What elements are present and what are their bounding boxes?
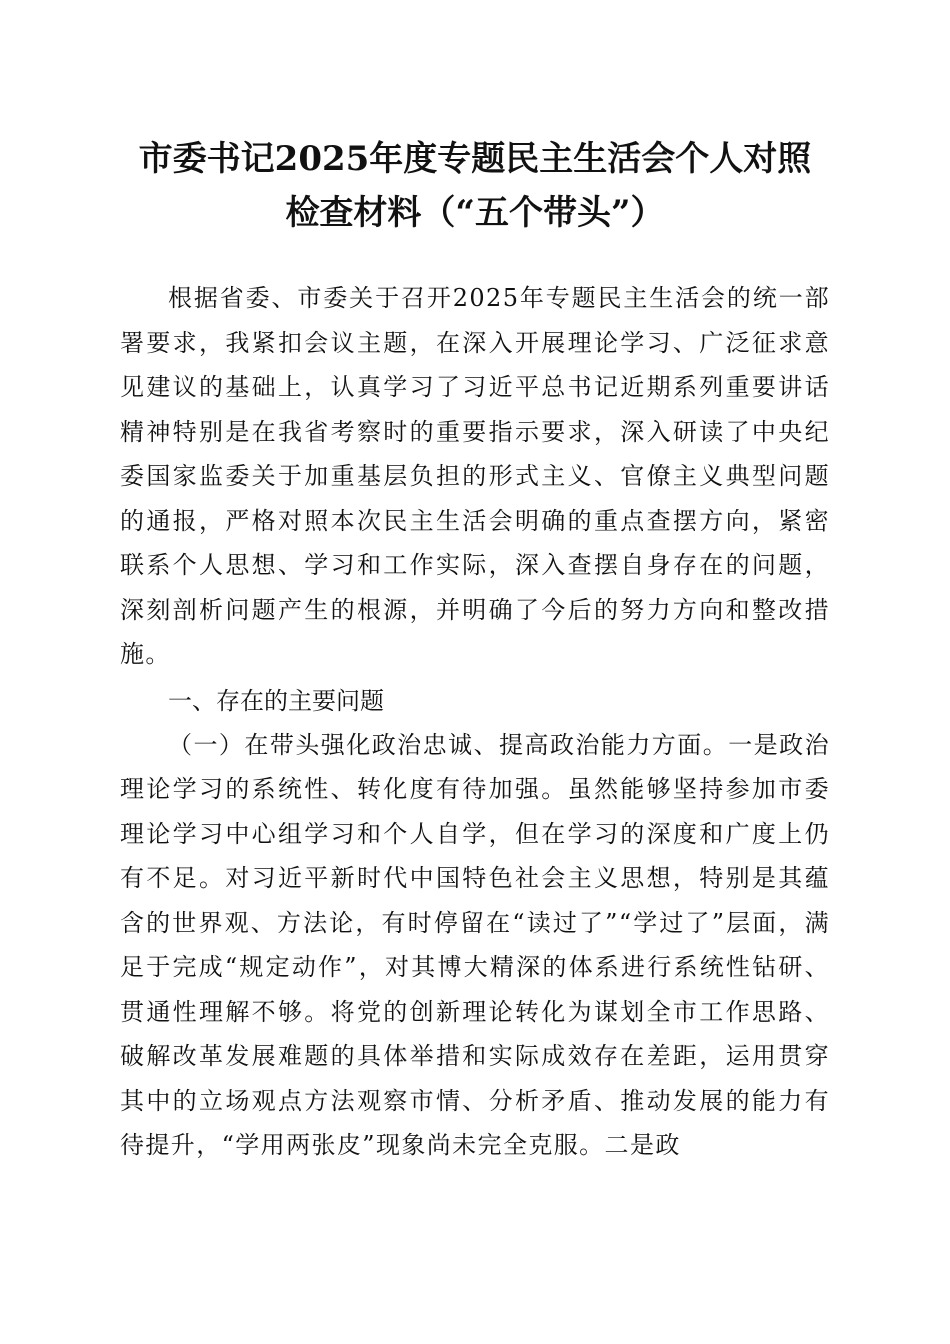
title-line-2: 检查材料（“五个带头”） [285, 193, 665, 233]
section-paragraph: （一）在带头强化政治忠诚、提高政治能力方面。一是政治理论学习的系统性、转化度有待加强。虽然能够坚持参加市委理论学习中心组学习和个人自学，但在学习的深度和广度上仍有不足。对习近平新时代中国特色社会主义思想，特别是其蕴含的世界观、方法论，有时停留在“读过了”“学过了”层面，满足于完成“规定动作”，对其博大精深的体系进行系统性钻研、贯通性理解不够。将党的创新理论转化为谋划全市工作思路、破解改革发展难题的具体举措和实际成效存在差距，运用贯穿其中的立场观点方法观察市情、分析矛盾、推动发展的能力有待提升，“学用两张皮”现象尚未完全克服。二是政 [120, 730, 830, 1159]
document-body [120, 276, 830, 1168]
intro-paragraph: 根据省委、市委关于召开2025年专题民主生活会的统一部署要求，我紧扣会议主题，在深入开展理论学习、广泛征求意见建议的基础上，认真学习了习近平总书记近期系列重要讲话精神特别是在我省考察时的重要指示要求，深入研读了中央纪委国家监委关于加重基层负担的形式主义、官僚主义典型问题的通报，严格对照本次民主生活会明确的重点查摆方向，紧密联系个人思想、学习和工作实际，深入查摆自身存在的问题，深刻剖析问题产生的根源，并明确了今后的努力方向和整改措施。 [120, 284, 830, 668]
title-line-1: 市委书记2025年度专题民主生活会个人对照 [138, 139, 812, 179]
section-heading: 一、存在的主要问题 [168, 686, 384, 715]
document-title [110, 132, 840, 240]
